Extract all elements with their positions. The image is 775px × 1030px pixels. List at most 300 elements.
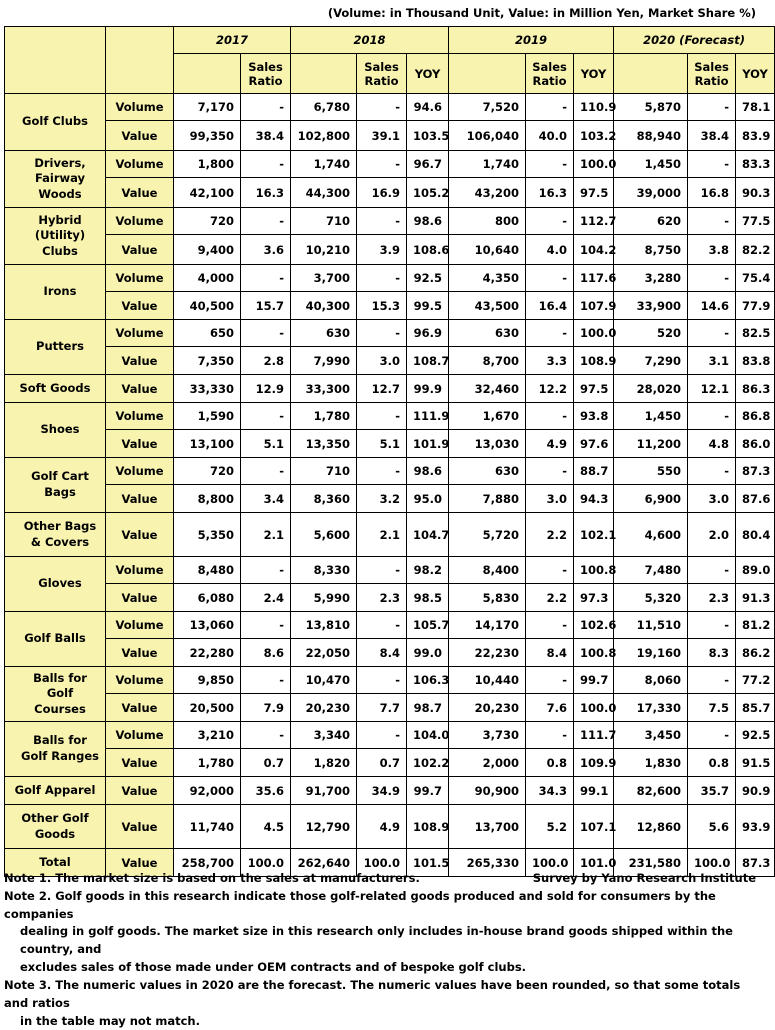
table-cell: 100.0 xyxy=(574,320,614,347)
table-cell: 3.3 xyxy=(526,347,574,375)
table-cell: 117.6 xyxy=(574,265,614,292)
table-cell: 106,040 xyxy=(449,121,526,151)
unit-label: Value xyxy=(106,639,174,667)
table-row xyxy=(5,94,775,121)
table-cell: 3.9 xyxy=(357,235,407,265)
table-cell: 97.5 xyxy=(574,375,614,403)
table-cell: 1,450 xyxy=(614,151,688,178)
table-cell: 16.3 xyxy=(241,178,291,208)
table-cell: 90.3 xyxy=(736,178,775,208)
table-cell: 8,330 xyxy=(291,557,357,584)
category-label: Soft Goods xyxy=(5,375,106,403)
table-cell: 3,280 xyxy=(614,265,688,292)
table-cell: 12.2 xyxy=(526,375,574,403)
table-cell: 1,800 xyxy=(174,151,241,178)
table-cell: - xyxy=(357,667,407,694)
unit-label: Value xyxy=(106,292,174,320)
table-cell: 77.9 xyxy=(736,292,775,320)
table-cell: - xyxy=(688,458,736,485)
table-cell: 14.6 xyxy=(688,292,736,320)
table-cell: 35.7 xyxy=(688,777,736,805)
table-cell: 92,000 xyxy=(174,777,241,805)
table-cell: 77.5 xyxy=(736,208,775,235)
note-3: Note 3. The numeric values in 2020 are the forecast. The numeric values have been rounded, so that some totals and ratios xyxy=(4,977,760,1013)
unit-label: Value xyxy=(106,430,174,458)
table-cell: 92.5 xyxy=(736,722,775,749)
table-cell: - xyxy=(241,612,291,639)
unit-label: Volume xyxy=(106,265,174,292)
table-cell: 97.5 xyxy=(574,178,614,208)
subcategory-label: Putters xyxy=(5,320,106,375)
table-cell: - xyxy=(357,403,407,430)
table-cell: 98.2 xyxy=(407,557,449,584)
table-cell: 4,600 xyxy=(614,513,688,557)
table-cell: 0.7 xyxy=(241,749,291,777)
table-row xyxy=(5,375,775,403)
table-cell: 111.9 xyxy=(407,403,449,430)
table-row xyxy=(5,265,775,292)
table-cell: - xyxy=(357,722,407,749)
table-cell: 650 xyxy=(174,320,241,347)
header-blank-2020 xyxy=(614,54,688,94)
table-cell: 5.1 xyxy=(241,430,291,458)
table-cell: 2.3 xyxy=(357,584,407,612)
table-row xyxy=(5,430,775,458)
table-cell: 104.2 xyxy=(574,235,614,265)
table-cell: - xyxy=(526,208,574,235)
header-year-2018: 2018 xyxy=(291,27,449,54)
unit-label: Value xyxy=(106,347,174,375)
table-cell: 96.7 xyxy=(407,151,449,178)
table-cell: 106.3 xyxy=(407,667,449,694)
table-cell: 7.9 xyxy=(241,694,291,722)
table-cell: 99.0 xyxy=(407,639,449,667)
header-year-2017: 2017 xyxy=(174,27,291,54)
unit-label: Value xyxy=(106,513,174,557)
table-cell: 99.7 xyxy=(407,777,449,805)
category-label: Golf Apparel xyxy=(5,777,106,805)
subcategory-label: Shoes xyxy=(5,403,106,458)
table-row xyxy=(5,612,775,639)
table-cell: 103.5 xyxy=(407,121,449,151)
table-cell: 1,740 xyxy=(449,151,526,178)
table-cell: 7,170 xyxy=(174,94,241,121)
table-cell: 99.9 xyxy=(407,375,449,403)
table-cell: 78.1 xyxy=(736,94,775,121)
note-1: Note 1. The market size is based on the sales at manufacturers. xyxy=(4,870,760,888)
table-cell: 86.8 xyxy=(736,403,775,430)
table-row xyxy=(5,749,775,777)
table-cell: 10,210 xyxy=(291,235,357,265)
table-cell: 10,470 xyxy=(291,667,357,694)
table-cell: 103.2 xyxy=(574,121,614,151)
table-cell: 108.9 xyxy=(574,347,614,375)
subcategory-label: Drivers, Fairway Woods xyxy=(5,151,106,208)
table-cell: 8,800 xyxy=(174,485,241,513)
table-cell: 20,230 xyxy=(291,694,357,722)
table-cell: 16.8 xyxy=(688,178,736,208)
table-cell: - xyxy=(688,667,736,694)
table-cell: - xyxy=(526,458,574,485)
table-cell: 22,230 xyxy=(449,639,526,667)
table-row xyxy=(5,403,775,430)
table-cell: 97.6 xyxy=(574,430,614,458)
header-yoy: YOY xyxy=(407,54,449,94)
subcategory-label: Irons xyxy=(5,265,106,320)
table-cell: 0.8 xyxy=(688,749,736,777)
table-cell: - xyxy=(357,94,407,121)
table-cell: 95.0 xyxy=(407,485,449,513)
table-cell: 630 xyxy=(449,458,526,485)
table-cell: 4.0 xyxy=(526,235,574,265)
table-cell: 6,900 xyxy=(614,485,688,513)
table-cell: - xyxy=(526,612,574,639)
table-cell: 13,100 xyxy=(174,430,241,458)
table-cell: 9,400 xyxy=(174,235,241,265)
table-cell: 1,820 xyxy=(291,749,357,777)
table-cell: 101.5 xyxy=(407,849,449,877)
table-cell: 17,330 xyxy=(614,694,688,722)
header-year-2019: 2019 xyxy=(449,27,614,54)
table-row xyxy=(5,694,775,722)
table-cell: - xyxy=(526,667,574,694)
table-cell: 7,350 xyxy=(174,347,241,375)
table-cell: 7,880 xyxy=(449,485,526,513)
unit-label: Volume xyxy=(106,94,174,121)
table-cell: 262,640 xyxy=(291,849,357,877)
table-cell: 75.4 xyxy=(736,265,775,292)
table-cell: - xyxy=(241,265,291,292)
table-cell: 86.2 xyxy=(736,639,775,667)
table-row xyxy=(5,235,775,265)
note-2-cont-2: excludes sales of those made under OEM contracts and of bespoke golf clubs. xyxy=(4,959,760,977)
table-cell: 7.5 xyxy=(688,694,736,722)
table-row xyxy=(5,722,775,749)
table-cell: 34.3 xyxy=(526,777,574,805)
table-cell: 630 xyxy=(291,320,357,347)
table-cell: 3.0 xyxy=(357,347,407,375)
table-cell: 5,600 xyxy=(291,513,357,557)
table-cell: - xyxy=(241,320,291,347)
table-cell: 8.4 xyxy=(526,639,574,667)
header-sales-ratio: Sales Ratio xyxy=(688,54,736,94)
notes-section xyxy=(4,870,760,1030)
table-cell: 19,160 xyxy=(614,639,688,667)
table-cell: 13,060 xyxy=(174,612,241,639)
table-cell: 1,670 xyxy=(449,403,526,430)
table-cell: 8,480 xyxy=(174,557,241,584)
unit-label: Volume xyxy=(106,151,174,178)
table-cell: 100.0 xyxy=(688,849,736,877)
golf-market-table xyxy=(4,26,775,877)
table-cell: 3.2 xyxy=(357,485,407,513)
table-cell: 91,700 xyxy=(291,777,357,805)
survey-credit: Survey by Yano Research Institute xyxy=(533,870,756,888)
table-cell: 82.5 xyxy=(736,320,775,347)
table-cell: 12,790 xyxy=(291,805,357,849)
table-cell: 8.6 xyxy=(241,639,291,667)
table-cell: 5.1 xyxy=(357,430,407,458)
table-cell: 38.4 xyxy=(241,121,291,151)
table-row xyxy=(5,513,775,557)
header-blank-2017 xyxy=(174,54,241,94)
unit-label: Value xyxy=(106,849,174,877)
table-cell: 77.2 xyxy=(736,667,775,694)
table-cell: 11,510 xyxy=(614,612,688,639)
table-cell: 93.8 xyxy=(574,403,614,430)
unit-label: Value xyxy=(106,694,174,722)
table-cell: 33,300 xyxy=(291,375,357,403)
table-cell: 620 xyxy=(614,208,688,235)
table-cell: 98.6 xyxy=(407,208,449,235)
table-cell: 86.3 xyxy=(736,375,775,403)
table-cell: 99,350 xyxy=(174,121,241,151)
table-row xyxy=(5,667,775,694)
table-cell: - xyxy=(241,458,291,485)
table-cell: 5,830 xyxy=(449,584,526,612)
table-cell: 80.4 xyxy=(736,513,775,557)
table-cell: - xyxy=(241,722,291,749)
table-cell: 100.8 xyxy=(574,557,614,584)
table-cell: 82.2 xyxy=(736,235,775,265)
table-cell: 44,300 xyxy=(291,178,357,208)
table-cell: - xyxy=(688,265,736,292)
subcategory-label: Golf Cart Bags xyxy=(5,458,106,513)
table-cell: 8,400 xyxy=(449,557,526,584)
category-label: Golf Clubs xyxy=(5,94,106,151)
table-cell: 7,520 xyxy=(449,94,526,121)
header-blank-2018 xyxy=(291,54,357,94)
table-cell: 800 xyxy=(449,208,526,235)
table-cell: 7.6 xyxy=(526,694,574,722)
table-row xyxy=(5,121,775,151)
table-cell: 7,480 xyxy=(614,557,688,584)
table-cell: 9,850 xyxy=(174,667,241,694)
table-cell: 4,000 xyxy=(174,265,241,292)
table-cell: 8.3 xyxy=(688,639,736,667)
table-cell: 22,280 xyxy=(174,639,241,667)
table-cell: - xyxy=(526,94,574,121)
table-cell: 3,450 xyxy=(614,722,688,749)
table-cell: 105.7 xyxy=(407,612,449,639)
table-cell: 34.9 xyxy=(357,777,407,805)
table-cell: 13,700 xyxy=(449,805,526,849)
table-cell: - xyxy=(357,612,407,639)
table-cell: 15.3 xyxy=(357,292,407,320)
table-cell: 86.0 xyxy=(736,430,775,458)
unit-label: Volume xyxy=(106,403,174,430)
table-cell: 258,700 xyxy=(174,849,241,877)
table-cell: 5,350 xyxy=(174,513,241,557)
table-cell: 12,860 xyxy=(614,805,688,849)
header-year-2020: 2020 (Forecast) xyxy=(614,27,775,54)
header-sales-ratio: Sales Ratio xyxy=(357,54,407,94)
table-cell: 102.1 xyxy=(574,513,614,557)
table-cell: - xyxy=(241,151,291,178)
header-sales-ratio: Sales Ratio xyxy=(241,54,291,94)
table-cell: 100.0 xyxy=(574,694,614,722)
table-cell: 5.6 xyxy=(688,805,736,849)
table-cell: - xyxy=(357,208,407,235)
unit-label: Volume xyxy=(106,208,174,235)
table-cell: 7,290 xyxy=(614,347,688,375)
table-cell: 20,230 xyxy=(449,694,526,722)
table-cell: 90,900 xyxy=(449,777,526,805)
table-cell: 98.7 xyxy=(407,694,449,722)
table-cell: 107.9 xyxy=(574,292,614,320)
category-label: Total xyxy=(5,849,106,877)
table-cell: 99.1 xyxy=(574,777,614,805)
table-cell: 2.8 xyxy=(241,347,291,375)
table-cell: 32,460 xyxy=(449,375,526,403)
unit-label: Volume xyxy=(106,612,174,639)
table-cell: 102.6 xyxy=(574,612,614,639)
table-cell: - xyxy=(688,151,736,178)
table-cell: 90.9 xyxy=(736,777,775,805)
table-row xyxy=(5,320,775,347)
table-cell: 33,900 xyxy=(614,292,688,320)
unit-label: Value xyxy=(106,805,174,849)
table-cell: 4,350 xyxy=(449,265,526,292)
table-cell: - xyxy=(241,403,291,430)
table-cell: 93.9 xyxy=(736,805,775,849)
table-cell: 15.7 xyxy=(241,292,291,320)
header-blank-unit xyxy=(106,27,174,94)
table-cell: 33,330 xyxy=(174,375,241,403)
table-cell: 0.8 xyxy=(526,749,574,777)
table-cell: - xyxy=(526,151,574,178)
unit-label: Volume xyxy=(106,557,174,584)
table-cell: 100.0 xyxy=(526,849,574,877)
table-cell: 8,700 xyxy=(449,347,526,375)
table-cell: - xyxy=(357,265,407,292)
table-cell: - xyxy=(526,265,574,292)
table-cell: 2.1 xyxy=(241,513,291,557)
table-cell: 97.3 xyxy=(574,584,614,612)
table-cell: 94.3 xyxy=(574,485,614,513)
table-cell: 109.9 xyxy=(574,749,614,777)
subcategory-label: Balls for Golf Courses xyxy=(5,667,106,722)
table-row xyxy=(5,777,775,805)
table-cell: 710 xyxy=(291,458,357,485)
table-cell: 100.0 xyxy=(357,849,407,877)
table-cell: 102.2 xyxy=(407,749,449,777)
table-cell: 6,780 xyxy=(291,94,357,121)
table-row xyxy=(5,347,775,375)
table-cell: 88,940 xyxy=(614,121,688,151)
table-cell: 3,700 xyxy=(291,265,357,292)
table-cell: 40,500 xyxy=(174,292,241,320)
table-cell: 231,580 xyxy=(614,849,688,877)
table-cell: 12.1 xyxy=(688,375,736,403)
table-cell: 43,500 xyxy=(449,292,526,320)
table-cell: 8,360 xyxy=(291,485,357,513)
table-cell: 8,060 xyxy=(614,667,688,694)
category-label: Other Golf Goods xyxy=(5,805,106,849)
table-cell: 43,200 xyxy=(449,178,526,208)
table-cell: 1,450 xyxy=(614,403,688,430)
unit-label: Value xyxy=(106,584,174,612)
table-cell: 6,080 xyxy=(174,584,241,612)
table-cell: 8,750 xyxy=(614,235,688,265)
table-cell: - xyxy=(357,458,407,485)
table-cell: - xyxy=(688,94,736,121)
table-cell: 104.0 xyxy=(407,722,449,749)
unit-label: Volume xyxy=(106,320,174,347)
table-cell: 92.5 xyxy=(407,265,449,292)
table-cell: 99.7 xyxy=(574,667,614,694)
header-blank-category xyxy=(5,27,106,94)
table-cell: 87.3 xyxy=(736,849,775,877)
table-cell: 108.6 xyxy=(407,235,449,265)
unit-label: Value xyxy=(106,178,174,208)
table-cell: 89.0 xyxy=(736,557,775,584)
header-yoy: YOY xyxy=(574,54,614,94)
table-cell: 99.5 xyxy=(407,292,449,320)
table-cell: 39.1 xyxy=(357,121,407,151)
table-cell: 14,170 xyxy=(449,612,526,639)
table-cell: 40.0 xyxy=(526,121,574,151)
table-cell: - xyxy=(688,208,736,235)
table-cell: 3,210 xyxy=(174,722,241,749)
subcategory-label: Other Bags & Covers xyxy=(5,513,106,557)
table-cell: 91.3 xyxy=(736,584,775,612)
table-cell: 100.0 xyxy=(241,849,291,877)
table-cell: 107.1 xyxy=(574,805,614,849)
table-cell: 5,720 xyxy=(449,513,526,557)
subcategory-label: Gloves xyxy=(5,557,106,612)
table-cell: 1,830 xyxy=(614,749,688,777)
table-cell: 82,600 xyxy=(614,777,688,805)
table-cell: 0.7 xyxy=(357,749,407,777)
table-cell: 13,350 xyxy=(291,430,357,458)
table-cell: 5.2 xyxy=(526,805,574,849)
header-yoy: YOY xyxy=(736,54,775,94)
table-cell: 35.6 xyxy=(241,777,291,805)
table-cell: 83.8 xyxy=(736,347,775,375)
table-row xyxy=(5,485,775,513)
table-cell: 13,030 xyxy=(449,430,526,458)
table-cell: 111.7 xyxy=(574,722,614,749)
note-3-cont: in the table may not match. xyxy=(4,1013,760,1030)
unit-label: Value xyxy=(106,235,174,265)
table-row xyxy=(5,805,775,849)
table-cell: 2.2 xyxy=(526,513,574,557)
table-caption: (Volume: in Thousand Unit, Value: in Million Yen, Market Share %) xyxy=(328,6,756,20)
table-cell: 520 xyxy=(614,320,688,347)
table-cell: 4.9 xyxy=(357,805,407,849)
table-cell: 40,300 xyxy=(291,292,357,320)
table-row xyxy=(5,557,775,584)
table-cell: 87.6 xyxy=(736,485,775,513)
table-cell: 4.9 xyxy=(526,430,574,458)
table-cell: 16.3 xyxy=(526,178,574,208)
table-row xyxy=(5,178,775,208)
table-cell: 16.4 xyxy=(526,292,574,320)
table-cell: 720 xyxy=(174,208,241,235)
table-cell: - xyxy=(688,320,736,347)
table-cell: 91.5 xyxy=(736,749,775,777)
table-cell: 3.0 xyxy=(526,485,574,513)
table-cell: 22,050 xyxy=(291,639,357,667)
table-cell: - xyxy=(357,320,407,347)
table-cell: 16.9 xyxy=(357,178,407,208)
table-cell: - xyxy=(241,94,291,121)
table-cell: 112.7 xyxy=(574,208,614,235)
unit-label: Value xyxy=(106,485,174,513)
table-cell: 7,990 xyxy=(291,347,357,375)
table-cell: 5,320 xyxy=(614,584,688,612)
